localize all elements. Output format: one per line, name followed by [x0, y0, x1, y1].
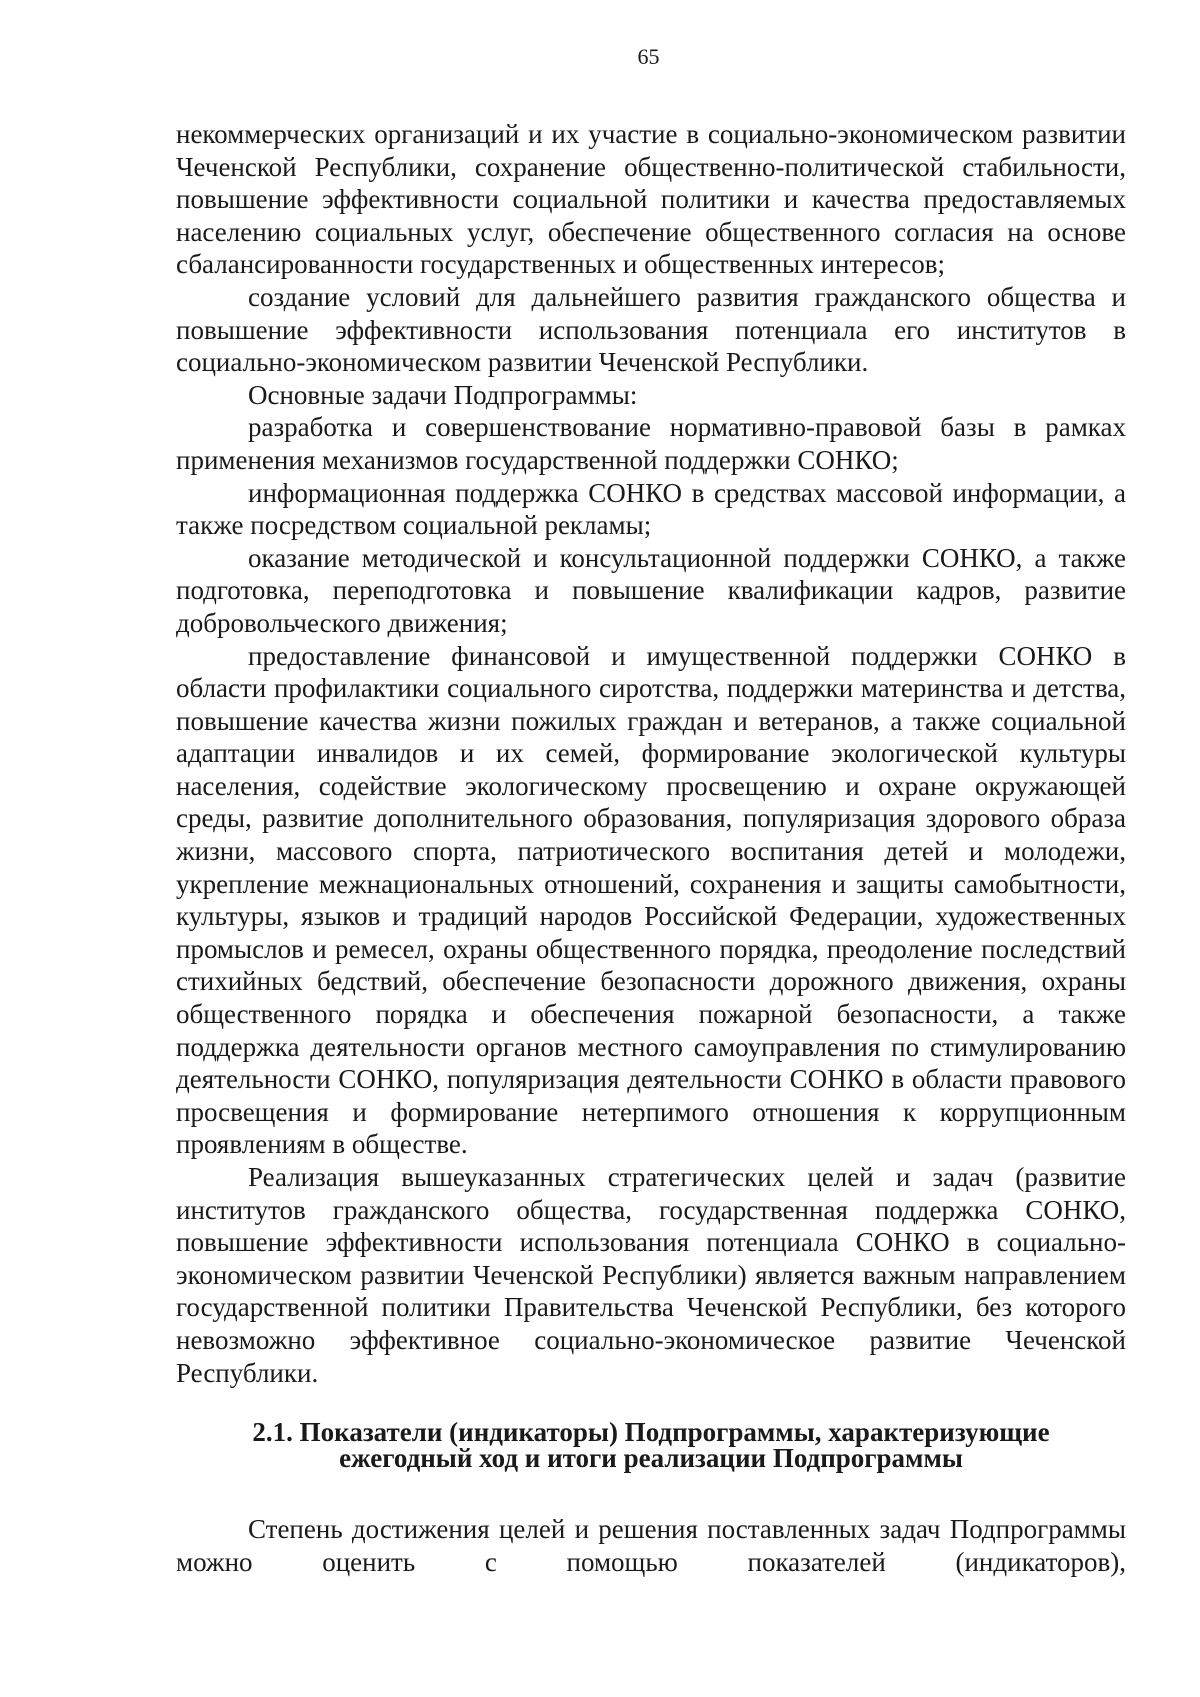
paragraph-continuation: некоммерческих организаций и их участие в социально-экономическом развитии Чеченской Республики, сохранение общественно-политической стабильности, повышение эффективности социальной политики и качества предоставляемых населению социальных услуг, обеспечение общественного согласия на основе сбалансированности государственных и общественных интересов;	[176, 119, 1126, 280]
paragraph-task-financial-support: предоставление финансовой и имущественной поддержки СОНКО в области профилактики социального сиротства, поддержки материнства и детства, повышение качества жизни пожилых граждан и ветеранов, а также социальной адаптации инвалидов и их семей, формирование экологической культуры населения, содействие экологическому просвещению и охране окружающей среды, развитие дополнительного образования, популяризация здорового образа жизни, массового спорта, патриотического воспитания детей и молодежи, укрепление межнациональных отношений, сохранения и защиты самобытности, культуры, языков и традиций народов Российской Федерации, художественных промыслов и ремесел, охраны общественного порядка, преодоление последствий стихийных бедствий, обеспечение безопасности дорожного движения, охраны общественного порядка и обеспечения пожарной безопасности, а также поддержка деятельности органов местного самоуправления по стимулированию деятельности СОНКО, популяризация деятельности СОНКО в области правового просвещения и формирование нетерпимого отношения к коррупционным проявлениям в обществе.	[176, 640, 1126, 1160]
paragraph-tasks-intro: Основные задачи Подпрограммы:	[248, 379, 638, 410]
paragraph-task-methodical-support: оказание методической и консультационной поддержки СОНКО, а также подготовка, переподготовка и повышение квалификации кадров, развитие добровольческого движения;	[176, 542, 1126, 638]
section-heading-line-2: ежегодный ход и итоги реализации Подпрограммы	[339, 1443, 963, 1473]
body-text-closing	[176, 1513, 1126, 1579]
paragraph-closing: Степень достижения целей и решения поставленных задач Подпрограммы можно оценить с помощью показателей (индикаторов),	[176, 1514, 1126, 1577]
body-text	[176, 118, 1126, 1389]
section-heading	[176, 1419, 1126, 1471]
paragraph-task-info-support: информационная поддержка СОНКО в средствах массовой информации, а также посредством социальной рекламы;	[176, 477, 1126, 541]
paragraph-task-legal-base: разработка и совершенствование нормативно-правовой базы в рамках применения механизмов государственной поддержки СОНКО;	[176, 412, 1126, 475]
paragraph-goal-civil-society: создание условий для дальнейшего развития гражданского общества и повышение эффективности использования потенциала его институтов в социально-экономическом развитии Чеченской Республики.	[176, 281, 1126, 378]
section-heading-line-1: 2.1. Показатели (индикаторы) Подпрограммы, характеризующие	[252, 1417, 1050, 1447]
paragraph-implementation: Реализация вышеуказанных стратегических целей и задач (развитие институтов гражданского общества, государственная поддержка СОНКО, повышение эффективности использования потенциала СОНКО в социально-экономическом развитии Чеченской Республики) является важным направлением государственной политики Правительства Чеченской Республики, без которого невозможно эффективное социально-экономическое развитие Чеченской Республики.	[176, 1162, 1126, 1388]
page-number: 65	[637, 44, 660, 69]
